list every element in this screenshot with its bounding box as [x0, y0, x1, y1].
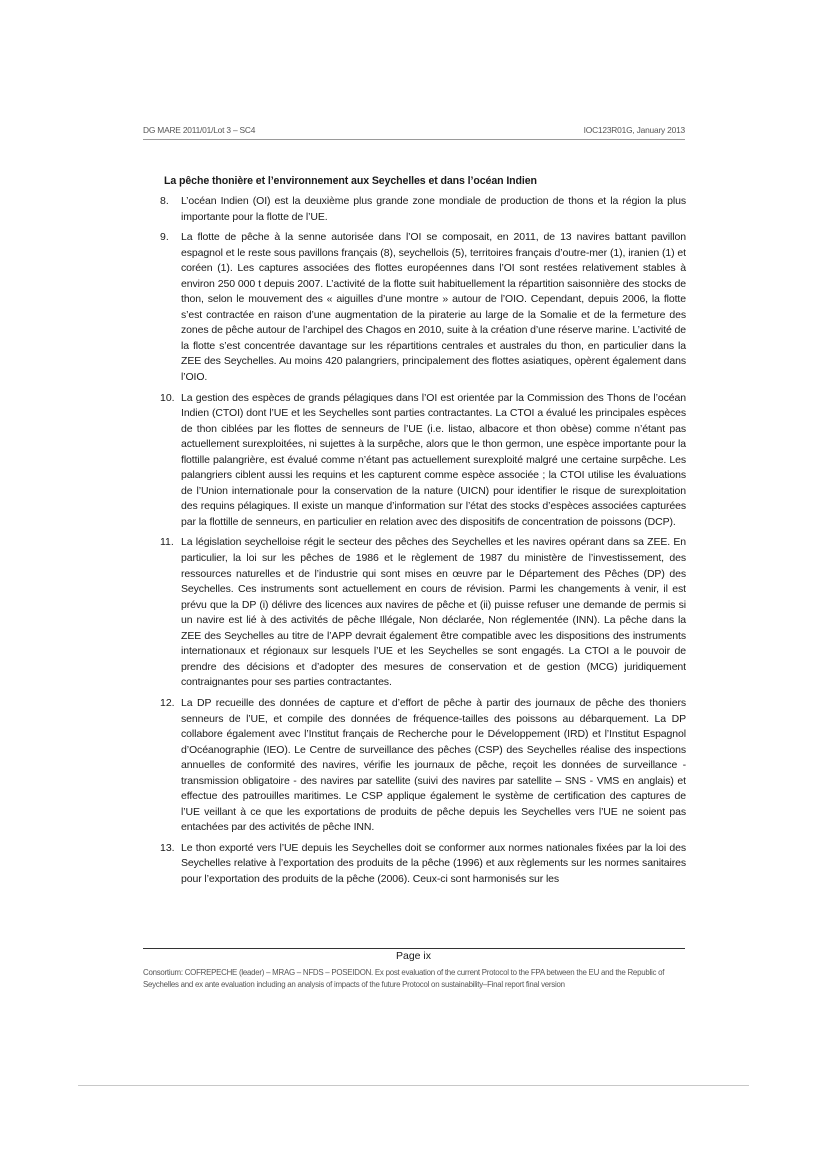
paragraph-item-10	[160, 391, 686, 531]
header-project-ref: DG MARE 2011/01/Lot 3 – SC4	[143, 125, 256, 135]
paragraph-text: Le thon exporté vers l’UE depuis les Seychelles doit se conformer aux normes nationales fixées par la loi des Seychelles relative à l’exportation des produits de la pêche (1996) et aux règlements sur les normes sanitaires pour l’exportation des produits de la pêche (2006). Ceux-ci sont harmonisés sur les	[181, 841, 686, 885]
paragraph-text: La DP recueille des données de capture et d’effort de pêche à partir des journaux de pêche des thoniers senneurs de l’UE, et compile des données de fréquence-tailles des poissons au débarquement. La DP collabore également avec l’Institut français de Recherche pour le Développement (IRD) et l’Institut Espagnol d’Océanographie (IEO). Le Centre de surveillance des pêches (CSP) des Seychelles réalise des inspections annuelles de conformité des navires, vérifie les journaux de pêche, reçoit les données de surveillance - transmission obligatoire - des navires par satellite (suivi des navires par satellite – SNS - VMS en anglais) et effectue des patrouilles maritimes. Le CSP applique également le système de certification des captures de l’UE veillant à ce que les exportations de produits de pêche depuis les Seychelles vers l’UE ne soient pas entachées par des activités de pêche INN.	[181, 696, 686, 834]
paragraph-item-8	[160, 194, 686, 225]
paragraph-number: 8.	[160, 195, 169, 207]
footer-consortium-note: Consortium: COFREPECHE (leader) – MRAG – NFDS – POSEIDON. Ex post evaluation of the current Protocol to the FPA between the EU and the Republic of Seychelles and ex ante evaluation including an analysis of impacts of the future Protocol on sustainability–Final report final version	[143, 968, 665, 989]
paragraph-number: 12.	[160, 696, 175, 709]
paragraph-item-9	[160, 230, 686, 385]
page-number: Page ix	[395, 950, 432, 962]
numbered-paragraphs	[160, 194, 686, 893]
running-header	[143, 125, 685, 137]
paragraph-item-13	[160, 841, 686, 888]
paragraph-item-11	[160, 535, 686, 690]
paragraph-number: 11.	[160, 536, 174, 549]
paragraph-number: 9.	[160, 231, 169, 244]
paragraph-text: La flotte de pêche à la senne autorisée dans l’OI se composait, en 2011, de 13 navires battant pavillon espagnol et le reste sous pavillons français (8), seychellois (5), territoires français d’outre-mer (1), iranien (1) et coréen (1). Les captures associées des flottes européennes dans l’OI sont restées relativement stables à environ 250 000 t depuis 2007. L’activité de la flotte suit habituellement la répartition saisonnière des stocks de thon, selon le mouvement des « aiguilles d’une montre » autour de l’OIO. Cependant, depuis 2006, la flotte s’est contractée en raison d’une augmentation de la piraterie au large de la Somalie et de la fermeture des zones de pêche autour de l’archipel des Chagos en 2010, suite à la création d’une réserve marine. L’activité de la flotte s’est concentrée davantage sur les répartitions centrales et australes du thon, en particulier dans la ZEE des Seychelles. Au moins 420 palangriers, principalement des flottes asiatiques, opèrent également dans l’OIO.	[181, 231, 686, 384]
paragraph-number: 10.	[160, 391, 175, 404]
paragraph-text: L’océan Indien (OI) est la deuxième plus grande zone mondiale de production de thons et la région la plus importante pour la flotte de l’UE.	[181, 195, 686, 223]
header-report-ref: IOC123R01G, January 2013	[583, 125, 685, 135]
section-title: La pêche thonière et l’environnement aux Seychelles et dans l’océan Indien	[164, 175, 537, 187]
paragraph-text: La gestion des espèces de grands pélagiques dans l’OI est orientée par la Commission des Thons de l’océan Indien (CTOI) dont l’UE et les Seychelles sont parties contractantes. La CTOI a évalué les principales espèces de thon ciblées par les flottes de senneurs de l’UE (i.e. listao, albacore et thon obèse) comme n’étant pas actuellement surexploitées, ni sujettes à la surpêche, alors que le thon germon, une espèce importante pour la flottille palangrière, est évalué comme n’étant pas actuellement surexploité malgré une certaine surpêche. Les palangriers ciblent aussi les requins et les capturent comme espèce associée ; la CTOI utilise les évaluations de l’Union internationale pour la conservation de la nature (UICN) pour identifier le risque de surexploitation des requins pélagiques. Il existe un manque d’information sur l’état des stocks d’espèces associées capturées par la flottille de senneurs, en particulier en relation avec des dispositifs de concentration de poissons (DCP).	[181, 391, 686, 528]
paragraph-text: La législation seychelloise régit le secteur des pêches des Seychelles et les navires opérant dans sa ZEE. En particulier, la loi sur les pêches de 1986 et le règlement de 1987 du ministère de l’investissement, des ressources naturelles et de l’industrie qui sont mises en œuvre par le Département des Pêches (DP) des Seychelles. Ces instruments sont actuellement en cours de révision. Parmi les changements à venir, il est prévu que la DP (i) délivre des licences aux navires de pêche et (ii) puisse refuser une demande de permis si un navire est lié à des activités de pêche Illégale, Non déclarée, Non réglementée (INN). La pêche dans la ZEE des Seychelles au titre de l’APP devrait également être compatible avec les dispositions des instruments internationaux et régionaux sur lesquels l’UE et les Seychelles se sont engagés. La CTOI a le pouvoir de prendre des décisions et d’adopter des mesures de conservation et de gestion (MCG) juridiquement contraignantes pour ses parties contractantes.	[181, 536, 686, 689]
footer-divider	[143, 948, 685, 949]
paragraph-item-12	[160, 696, 686, 836]
paragraph-number: 13.	[160, 841, 175, 854]
page-bottom-rule	[78, 1085, 749, 1086]
header-divider	[143, 139, 685, 140]
